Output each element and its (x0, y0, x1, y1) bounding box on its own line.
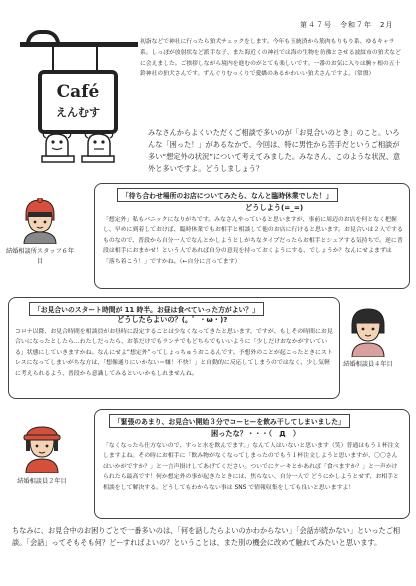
question-3: 「緊張のあまり、お見合い開始３分でコーヒーを飲み干してしまいました」 (109, 414, 350, 428)
consultation-box-1 (94, 183, 410, 289)
sign-chain (96, 47, 98, 71)
staff-avatar-2-icon (346, 307, 390, 357)
answer-2: コロナ以降、お見合時間を相談員がお昼時に設定することは少なくなってきたと思います。ですが、もしその時間にお見合いになったとしたら…わたしだったら、お茶だけでもランチでもどちらでもいいように「少しだけおなかがすいている」状態にしていきますかね。なんにせよ“想定外”ってしょっちゅうおこるんです。予想外のことが起こったときにストレスになってしまいがちな方は、「想像通りにいかない＝嫌！不快！」と自動的に反応してしまうのではなく、少し気軽に考えられるよう、普段から意識してみるといいかもしれませんね。 (15, 329, 333, 377)
staff-avatar-1-icon (18, 198, 62, 244)
staff-label-2: 結婚相談員４年目 (343, 361, 393, 368)
komainu-right-icon (80, 130, 116, 164)
question-1: 「待ち合わせ場所のお店についてみたら、なんと臨時休業でした！」 (117, 188, 338, 202)
staff-avatar-3-icon (20, 423, 64, 473)
question-2: 「お見合いのスタート時間が 11 時半。お昼は食べていった方がよい？」 (29, 302, 264, 316)
consultation-box-2 (8, 297, 340, 399)
consultation-box-3 (94, 409, 410, 519)
sign-subtitle: えんむす (56, 106, 100, 119)
intro-text: 初詣などで神社に行ったら狛犬チェックをします。今年も玉統済から筋肉もりもり系、ゆるキャラ系。しっぽが放射状など派手な子、また海近くの神社では海の生物を彷彿とさせる波紋市の狛犬などに会えました。ご挨拶しながら境内を進むのがとても楽しいです。一番のお気に入りは駒ヶ根の五十鈴神社の狛犬さんです。ずんぐりむっくりで愛嬌のあるかわいい狛犬さんですよ。（常盤） (140, 39, 401, 78)
sign-board (38, 70, 118, 134)
reply-1: どうしよう(=_=) (245, 203, 304, 212)
reply-2: どうしたらよいの？(。゜・ω・)? (117, 315, 228, 324)
staff-label-3: 結婚相談員２年目 (17, 478, 67, 485)
sign-title: Café (56, 82, 100, 102)
reply-3: 困ったな？・・・（ Д ） (211, 429, 301, 438)
komainu-left-icon (40, 130, 76, 164)
answer-1: 「想定外」私もパニックになりがちです。みなさんやっていると思いますが、事前に周辺のお店を何となく把握し、早めに到着しておけば、臨時休業でもお相手と相談して他のお店に行けると思います。お見合いは２人でするものなので、普段から自分一人でなんとかしようとしがちなタイプだったらお相手とシェアする気持ちで。逆に普段は相手におまかせ！という人であれば自分の意見を持っておくようにする、でしょうか？なんにせよまずは「落ち着こう！」ですかね。（←自分に言ってます） (103, 217, 403, 265)
footer-text: ちなみに、お見合中のお困りごとで一番多いのは、「何を話したらよいのかわからない」「会話が続かない」といったご相談。「会話」ってそもそも何？どーすればよいの？ということは、また別の機会に改めて触れてみたいと思います。 (12, 526, 401, 547)
staff-label-1: 結婚相談所スタッフ６年目 (5, 248, 75, 265)
answer-3: 「なくなったら仕方ないので、すっと水を飲んでます。」なんて人はいないと思います（笑）普通はもう１杯注文しますよね。その時にお相手に「飲み物がなくなってしまったのでもう１杯注文しようと思いますが、〇〇さんはいかがですか？」と一言声掛けしてあげてください。ついでにケーキとかあれば「食べますか？」と一声かけられたら最高です！何か想定外の事が起きたときには、焦らない、自分一人で どうにかしようとせず、お相手と相談をして解決する。どうしてもわからない事は SNS で情報収集をしても良いと思いますよ！ (103, 443, 400, 491)
issue-number: 第４７号 令和７年 2月 (300, 21, 394, 29)
sign-chain (52, 47, 54, 71)
lead-paragraph: みなさんからよくいただくご相談で多いのが「お見合いのとき」のこと。いろんな「困った！」があるなかで、今回は、特に男性から苦手だというご相談が多い“想定外の状況”について考えてみました。みなさん、このような状況、意外と多いですよ。どうしましょう？ (148, 128, 401, 173)
sign-bar (20, 42, 138, 47)
